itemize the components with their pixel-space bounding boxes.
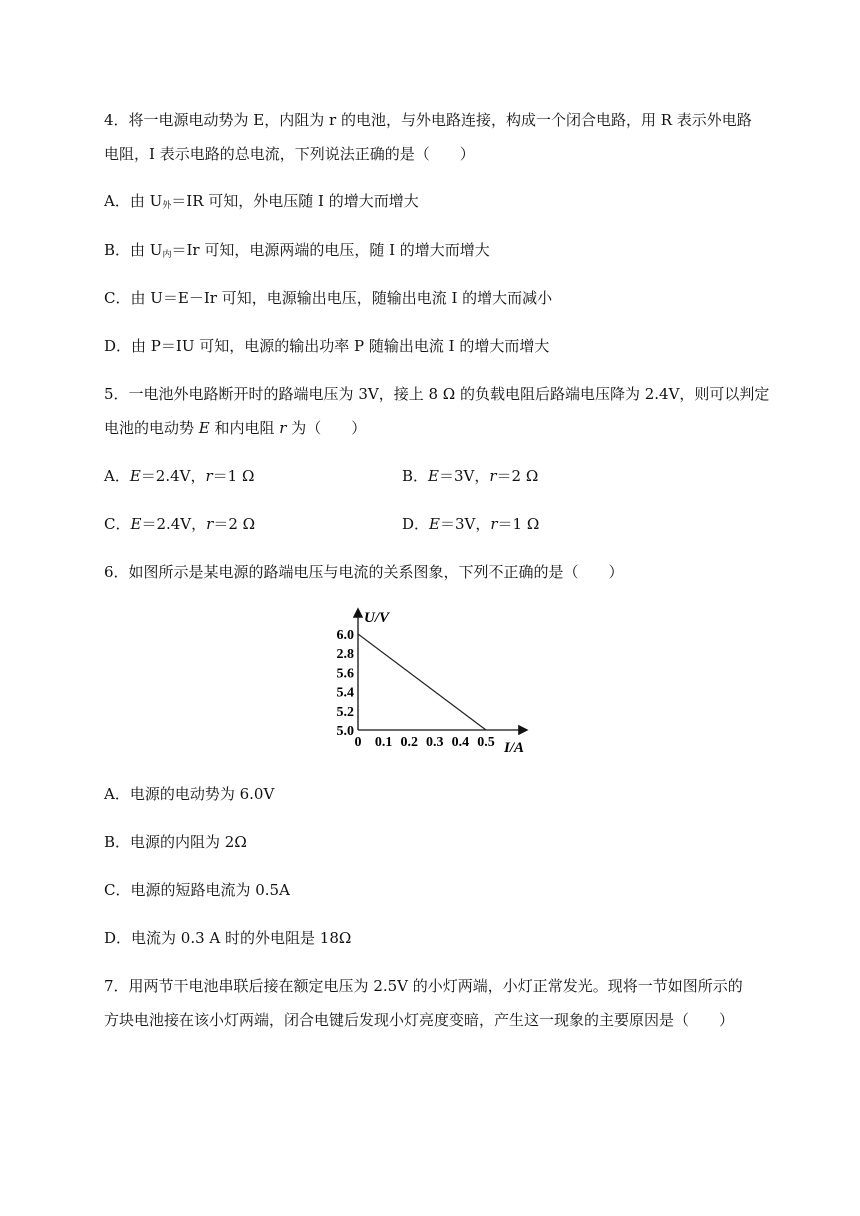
series-line xyxy=(358,634,486,730)
x-tick-label: 0.3 xyxy=(426,735,444,750)
q4-option-d: D．由 P＝IU 可知，电源的输出功率 P 随输出电流 I 的增大而增大 xyxy=(104,337,550,355)
q6-option-d: D．电流为 0.3 A 时的外电阻是 18Ω xyxy=(104,929,352,947)
y-tick-label: 6.0 xyxy=(336,628,354,643)
q6-option-a: A．电源的电动势为 6.0V xyxy=(104,785,275,803)
q4-option-a: A．由 $U_外=IR$ 可知，外电压随 I 的增大而增大 xyxy=(104,192,419,211)
u-i-graph xyxy=(318,602,538,762)
q4-option-b: B．由 $U_内=Ir$ 可知，电源两端的电压，随 I 的增大而增大 xyxy=(104,241,490,260)
y-tick-label: 5.6 xyxy=(336,666,354,682)
x-tick-label: 0.2 xyxy=(400,735,418,750)
y-tick-label: 5.4 xyxy=(336,685,354,701)
q5-option-d: D．E＝3V，r＝1 Ω xyxy=(402,515,540,533)
q5-option-b: B．E＝3V，r＝2 Ω xyxy=(402,467,539,485)
q4-stem-line1: 4．将一电源电动势为 E，内阻为 r 的电池，与外电路连接，构成一个闭合电路，用 R 表示外电路 xyxy=(104,111,752,129)
q4-stem-line2: 电阻，I 表示电路的总电流，下列说法正确的是（ ） xyxy=(104,145,475,163)
x-tick-label: 0.1 xyxy=(374,735,393,750)
q4-option-c: C．由 U＝E－Ir 可知，电源输出电压，随输出电流 I 的增大而减小 xyxy=(104,289,553,307)
y-tick-label: 2.8 xyxy=(336,647,354,663)
y-axis-label: U/V xyxy=(364,610,390,626)
q7-stem-line2: 方块电池接在该小灯两端，闭合电键后发现小灯亮度变暗，产生这一现象的主要原因是（ ） xyxy=(104,1011,735,1029)
y-tick-label: 5.0 xyxy=(336,724,354,739)
x-tick-label: 0.4 xyxy=(451,735,470,750)
q6-option-c: C．电源的短路电流为 0.5A xyxy=(104,881,290,899)
x-tick-label: 0.5 xyxy=(477,735,495,750)
q7-stem-line1: 7．用两节干电池串联后接在额定电压为 2.5V 的小灯两端，小灯正常发光。现将一节如图所示的 xyxy=(104,977,743,995)
q5-option-a: A．E＝2.4V，r＝1 Ω xyxy=(104,467,255,485)
q6-option-b: B．电源的内阻为 2Ω xyxy=(104,833,247,851)
q5-option-c: C．E＝2.4V，r＝2 Ω xyxy=(104,515,256,533)
x-axis-label: I/A xyxy=(504,740,525,756)
q5-stem-line2: 电池的电动势 E 和内电阻 r 为（ ） xyxy=(104,419,367,437)
q5-stem-line1: 5．一电池外电路断开时的路端电压为 3V，接上 8 Ω 的负载电阻后路端电压降为 2.4V，则可以判定 xyxy=(104,385,770,403)
q6-stem: 6．如图所示是某电源的路端电压与电流的关系图象，下列不正确的是（ ） xyxy=(104,563,624,581)
x-tick-label: 0 xyxy=(354,735,362,750)
y-tick-label: 5.2 xyxy=(336,704,354,720)
